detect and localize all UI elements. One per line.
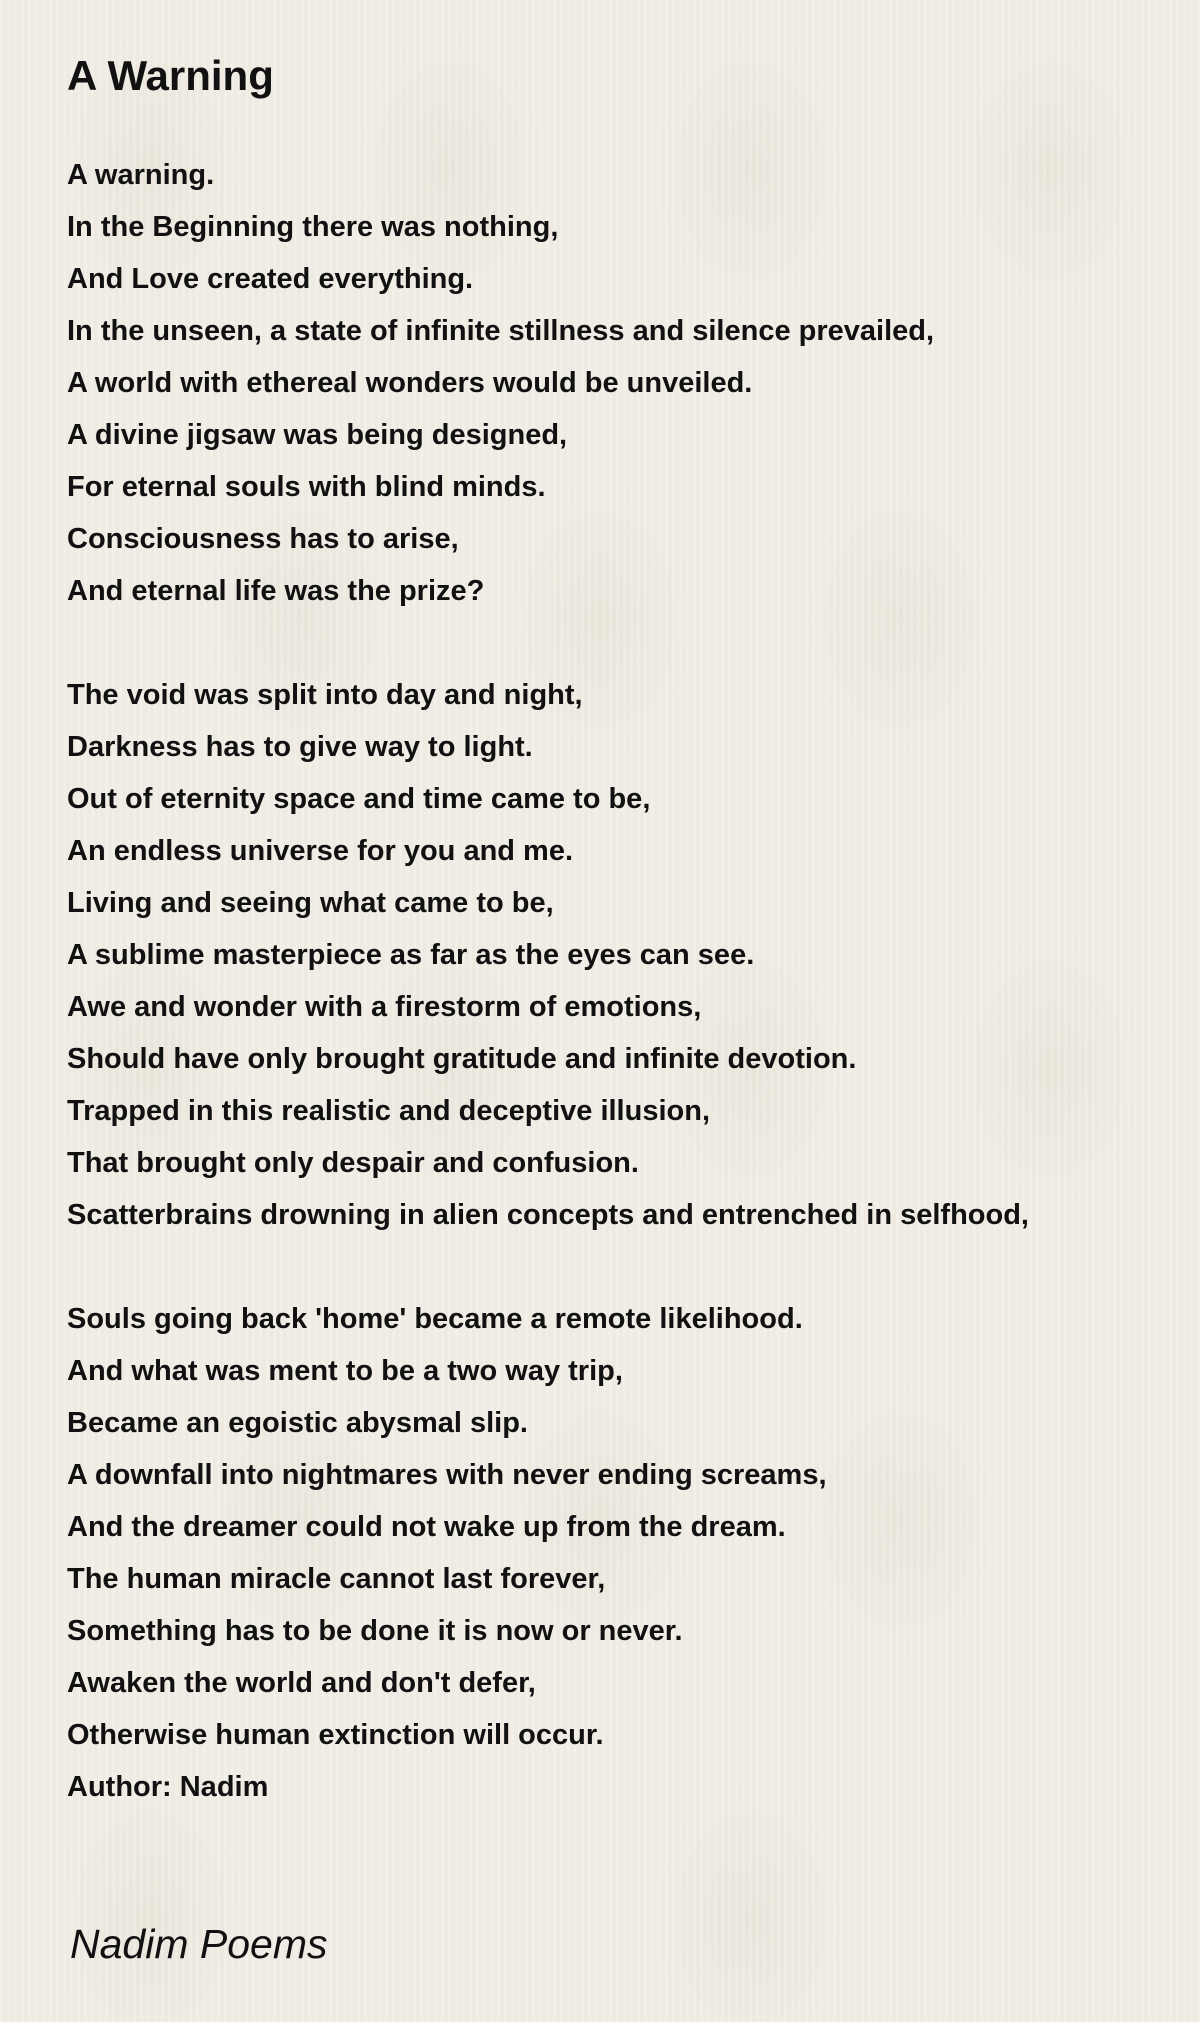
- poem-line: Trapped in this realistic and deceptive illusion,: [67, 1095, 710, 1127]
- poem-line: Living and seeing what came to be,: [67, 887, 554, 919]
- poem-line: In the Beginning there was nothing,: [67, 211, 559, 243]
- poem-line: Should have only brought gratitude and infinite devotion.: [67, 1043, 857, 1075]
- poem-line: A world with ethereal wonders would be unveiled.: [67, 367, 753, 399]
- poem-line: The void was split into day and night,: [67, 679, 583, 711]
- poem-line: The human miracle cannot last forever,: [67, 1563, 606, 1595]
- poem-line: Something has to be done it is now or never.: [67, 1615, 683, 1647]
- poem-line: And eternal life was the prize?: [67, 575, 485, 607]
- poem-line: Scatterbrains drowning in alien concepts and entrenched in selfhood,: [67, 1199, 1029, 1231]
- stanza-3: [67, 1293, 1187, 1813]
- poem-line: A sublime masterpiece as far as the eyes can see.: [67, 939, 755, 971]
- stanza-1: [67, 149, 1187, 617]
- poem-line: In the unseen, a state of infinite stillness and silence prevailed,: [67, 315, 935, 347]
- poem-line: Awaken the world and don't defer,: [67, 1667, 536, 1699]
- poem-line: A downfall into nightmares with never ending screams,: [67, 1459, 827, 1491]
- poems-signature: Nadim Poems: [70, 1921, 328, 1967]
- poem-line: Souls going back 'home' became a remote likelihood.: [67, 1303, 803, 1335]
- poem-line: A warning.: [67, 159, 215, 191]
- poem-title: A Warning: [67, 52, 274, 99]
- poem-line: Author: Nadim: [67, 1771, 269, 1803]
- poem-line: That brought only despair and confusion.: [67, 1147, 639, 1179]
- poem-line: Out of eternity space and time came to be,: [67, 783, 651, 815]
- poem-line: A divine jigsaw was being designed,: [67, 419, 568, 451]
- poem-line: An endless universe for you and me.: [67, 835, 574, 867]
- poem-line: And the dreamer could not wake up from the dream.: [67, 1511, 786, 1543]
- poem-body: [67, 149, 1187, 1865]
- poem-line: Became an egoistic abysmal slip.: [67, 1407, 528, 1439]
- poem-line: Awe and wonder with a firestorm of emotions,: [67, 991, 702, 1023]
- stanza-2: [67, 669, 1187, 1241]
- poem-line: And Love created everything.: [67, 263, 474, 295]
- poem-line: For eternal souls with blind minds.: [67, 471, 546, 503]
- poem-line: And what was ment to be a two way trip,: [67, 1355, 623, 1387]
- poem-line: Darkness has to give way to light.: [67, 731, 533, 763]
- poem-line: Otherwise human extinction will occur.: [67, 1719, 604, 1751]
- poem-line: Consciousness has to arise,: [67, 523, 459, 555]
